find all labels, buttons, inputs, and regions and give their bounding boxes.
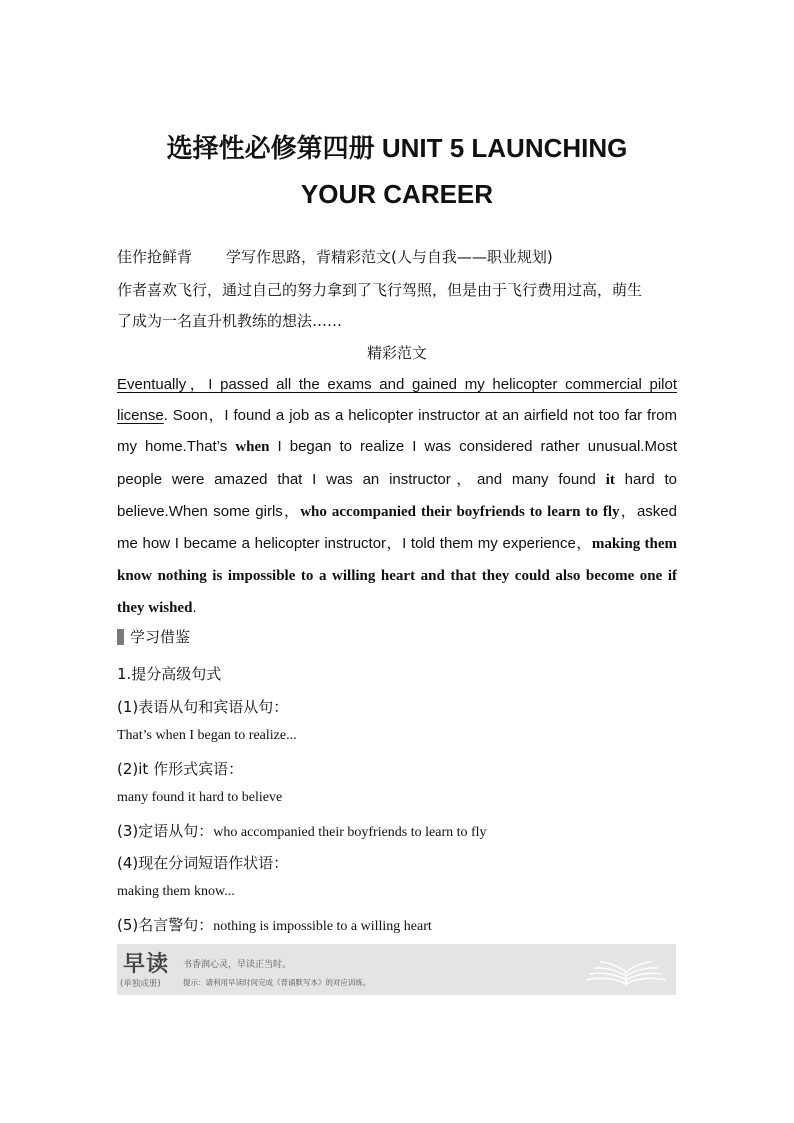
study-item1: 1.提分高级句式 — [117, 665, 222, 683]
page-title-line2: YOUR CAREER — [300, 179, 494, 209]
section-marker-icon — [117, 629, 124, 645]
essay-text: . — [192, 599, 197, 617]
study-s4-label: (4)现在分词短语作状语： — [117, 854, 289, 872]
study-heading-text: 学习借鉴 — [130, 628, 191, 646]
essay-heading: 精彩范文 — [366, 344, 427, 362]
morning-reading-banner — [117, 944, 676, 995]
open-book-icon — [582, 952, 670, 990]
study-s5 — [117, 914, 432, 935]
study-section-heading — [117, 626, 190, 647]
study-s4-example: making them know... — [117, 884, 235, 899]
study-s2-label: (2)it 作形式宾语： — [117, 760, 244, 778]
essay-bold-phrase: when — [235, 439, 270, 456]
essay-bold-phrase: it — [605, 471, 615, 488]
intro-task: 学写作思路，背精彩范文(人与自我——职业规划) — [226, 248, 553, 266]
essay-text: I began to realize I was considered rather unusual.Most people were amazed that I was an instructor，and many found — [117, 438, 677, 488]
intro-line — [117, 246, 553, 267]
study-s1-label: (1)表语从句和宾语从句： — [117, 698, 289, 716]
banner-tip: 提示：请利用早读时间完成《背诵默写本》的对应训练。 — [183, 978, 371, 987]
essay-text: ，asked me how I became a helicopter instructor，I told them my experience， — [117, 502, 677, 553]
essay-bold-phrase: who accompanied their boyfriends to learn to fly — [300, 503, 620, 520]
essay-text: . Soon，I found a job as a helicopter instructor at an airfield not too far from my home.That’s — [117, 407, 677, 456]
essay-underlined-sentence: Eventually，I passed all the exams and gained my helicopter commercial pilot license — [117, 376, 677, 425]
study-s5-label: (5)名言警句： — [117, 916, 214, 934]
intro-summary-line1: 作者喜欢飞行，通过自己的努力拿到了飞行驾照，但是由于飞行费用过高，萌生 — [117, 281, 643, 299]
essay-text: hard to believe.When some girls， — [117, 470, 677, 520]
study-s3 — [117, 820, 487, 841]
essay-paragraph — [117, 369, 677, 625]
study-s3-label: (3)定语从句： — [117, 822, 214, 840]
study-s5-example: nothing is impossible to a willing heart — [213, 919, 432, 934]
study-s2-example: many found it hard to believe — [117, 790, 283, 805]
intro-label: 佳作抢鲜背 — [117, 248, 193, 266]
intro-summary-line2: 了成为一名直升机教练的想法…… — [117, 312, 343, 330]
study-s3-example: who accompanied their boyfriends to learn to fly — [213, 825, 487, 840]
banner-slogan: 书香润心灵，早读正当时。 — [183, 960, 292, 970]
essay-bold-phrase: making them know nothing is impossible to a willing heart and that they could also become one if they wished — [117, 536, 678, 617]
study-s1-example: That’s when I began to realize... — [117, 728, 297, 743]
banner-title: 早读 — [123, 951, 170, 977]
page-title-line1: 选择性必修第四册 UNIT 5 LAUNCHING — [166, 133, 628, 163]
banner-subtitle: (单独成册) — [120, 979, 161, 989]
